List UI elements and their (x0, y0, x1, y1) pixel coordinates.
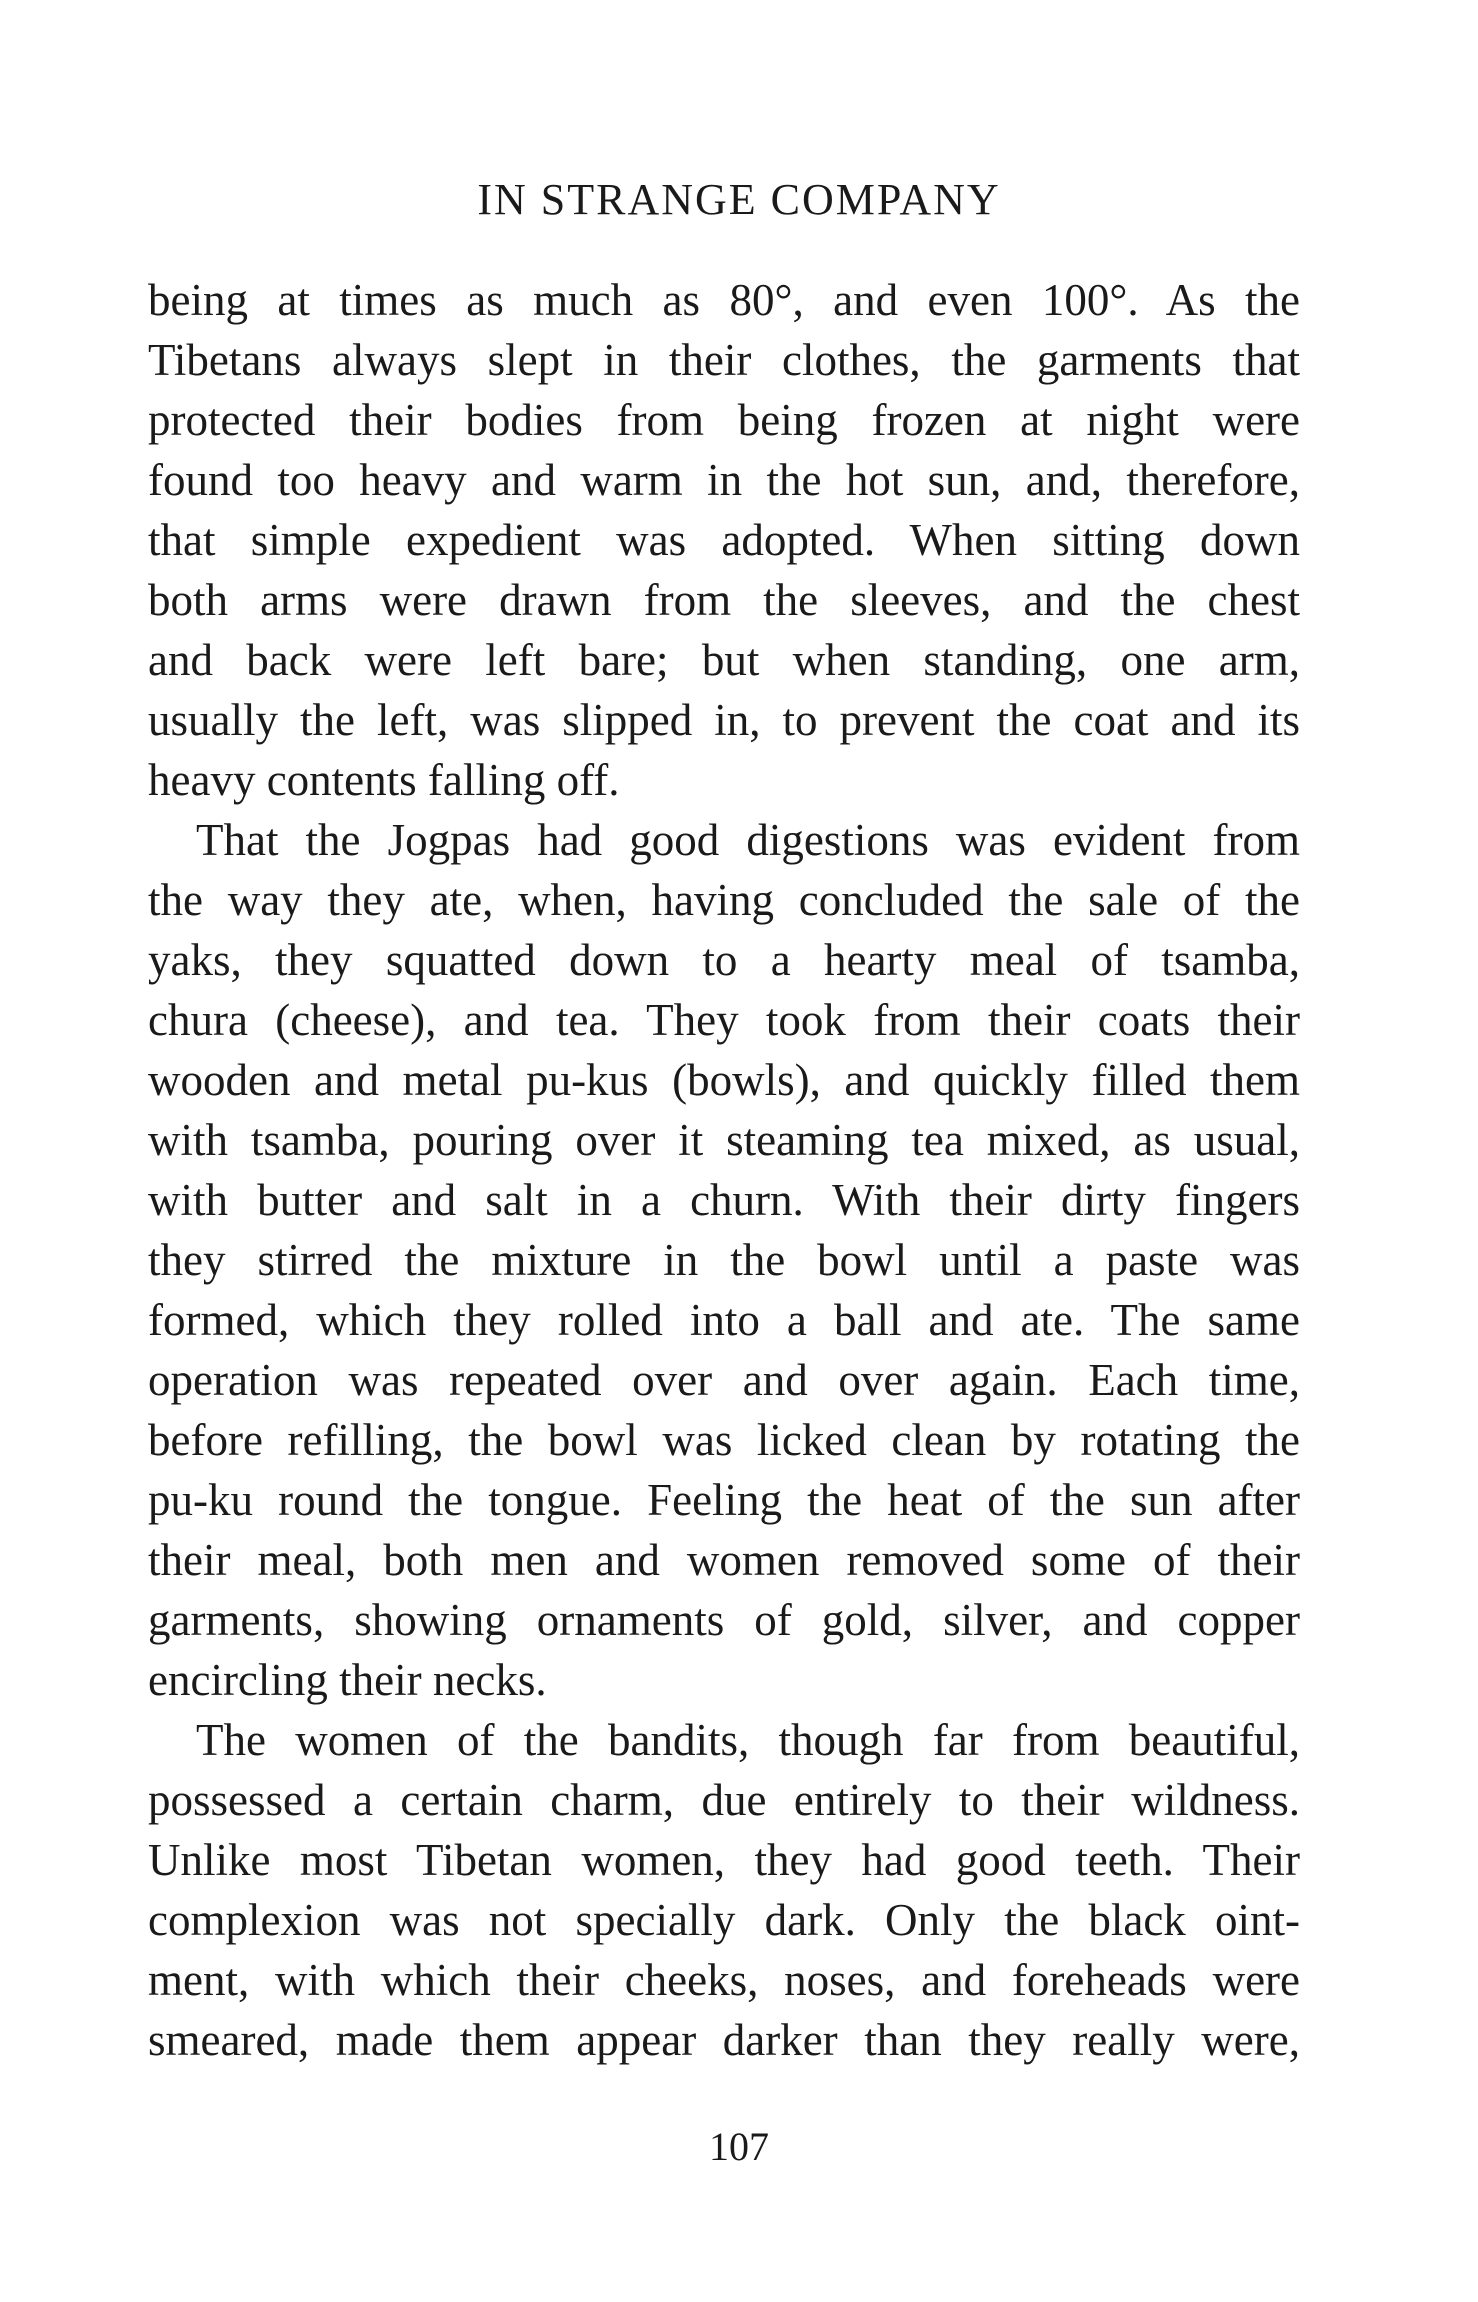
text-line: The women of the bandits, though far from beautiful, (196, 1715, 1300, 1765)
text-line: formed, which they rolled into a ball and ate. The same (148, 1295, 1300, 1345)
text-line: protected their bodies from being frozen at night were (148, 395, 1300, 445)
text-line: operation was repeated over and over again. Each time, (148, 1355, 1300, 1405)
text-line: encircling their necks. (148, 1655, 547, 1705)
text-line: Unlike most Tibetan women, they had good teeth. Their (148, 1835, 1300, 1885)
text-line: complexion was not specially dark. Only the black oint- (148, 1895, 1300, 1945)
text-line: wooden and metal pu-kus (bowls), and quickly filled them (148, 1055, 1300, 1105)
text-line: usually the left, was slipped in, to prevent the coat and its (148, 695, 1300, 745)
text-line: both arms were drawn from the sleeves, and the chest (148, 575, 1300, 625)
running-head: IN STRANGE COMPANY (477, 175, 1001, 224)
page-number: 107 (709, 2124, 769, 2169)
text-line: possessed a certain charm, due entirely to their wildness. (148, 1775, 1300, 1825)
text-line: and back were left bare; but when standing, one arm, (148, 635, 1300, 685)
text-line: ment, with which their cheeks, noses, and foreheads were (148, 1955, 1300, 2005)
text-line: their meal, both men and women removed some of their (148, 1535, 1300, 1585)
text-line: Tibetans always slept in their clothes, the garments that (148, 335, 1300, 385)
body-text (148, 270, 1300, 2070)
text-line: That the Jogpas had good digestions was evident from (196, 815, 1300, 865)
text-line: yaks, they squatted down to a hearty meal of tsamba, (148, 935, 1300, 985)
text-line: with tsamba, pouring over it steaming tea mixed, as usual, (148, 1115, 1300, 1165)
text-line: with butter and salt in a churn. With their dirty fingers (148, 1175, 1300, 1225)
text-line: found too heavy and warm in the hot sun, and, therefore, (148, 455, 1300, 505)
text-line: before refilling, the bowl was licked clean by rotating the (148, 1415, 1300, 1465)
text-line: being at times as much as 80°, and even 100°. As the (148, 275, 1300, 325)
text-line: chura (cheese), and tea. They took from their coats their (148, 995, 1300, 1045)
text-line: garments, showing ornaments of gold, silver, and copper (148, 1595, 1300, 1645)
text-line: the way they ate, when, having concluded the sale of the (148, 875, 1300, 925)
text-line: pu-ku round the tongue. Feeling the heat of the sun after (148, 1475, 1300, 1525)
text-line: heavy contents falling off. (148, 755, 620, 805)
text-line: they stirred the mixture in the bowl until a paste was (148, 1235, 1300, 1285)
text-line: smeared, made them appear darker than they really were, (148, 2015, 1300, 2065)
text-line: that simple expedient was adopted. When sitting down (148, 515, 1300, 565)
